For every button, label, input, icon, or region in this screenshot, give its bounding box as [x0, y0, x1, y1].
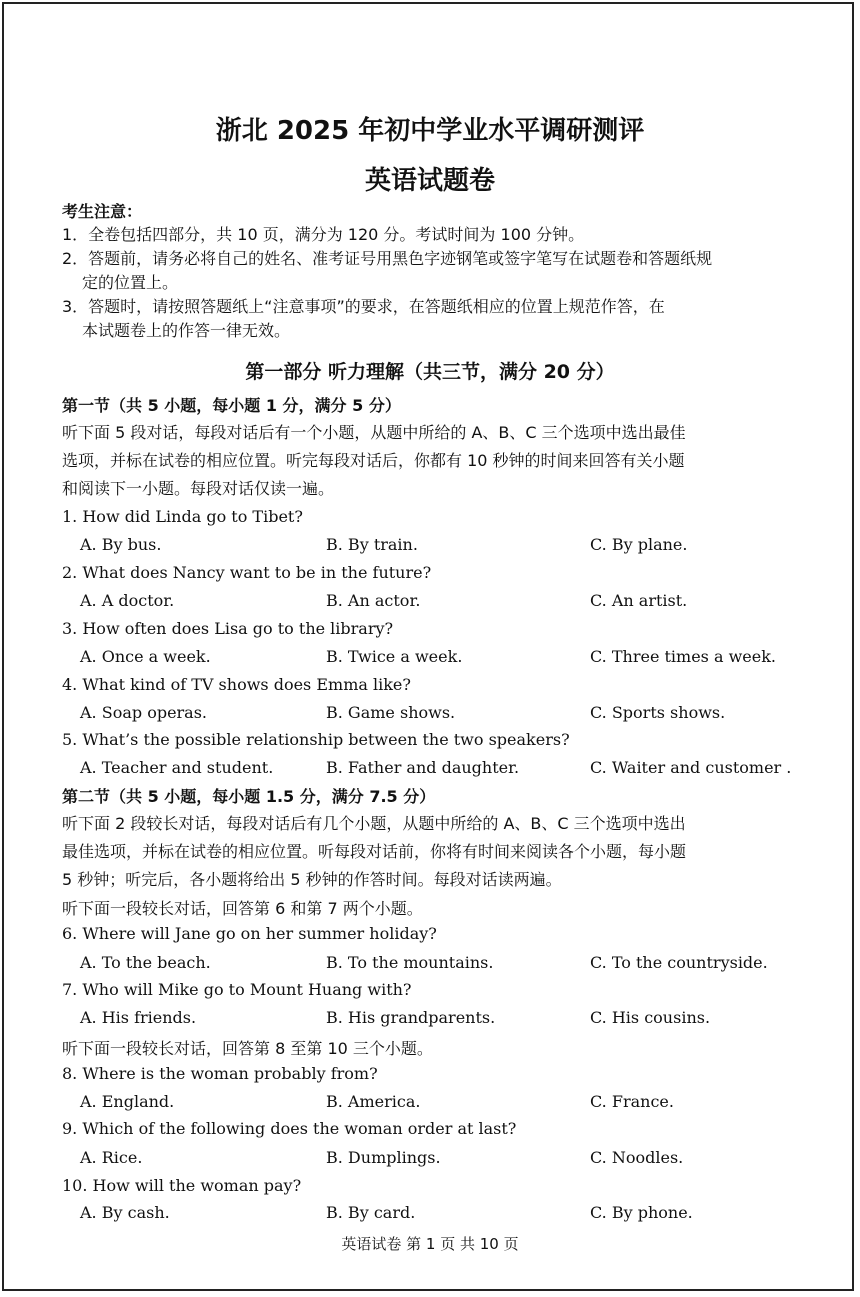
question-text: 9. Which of the following does the woman order at last? [62, 1119, 517, 1138]
option-c: C. By plane. [590, 535, 688, 554]
option-a: A. Rice. [80, 1148, 143, 1167]
option-c: C. To the countryside. [590, 953, 768, 972]
option-c: C. Noodles. [590, 1148, 684, 1167]
option-a: A. A doctor. [80, 591, 175, 610]
dialog-intro: 听下面一段较长对话，回答第 8 至第 10 三个小题。 [62, 1039, 433, 1058]
section-instruction: 和阅读下一小题。每段对话仅读一遍。 [62, 479, 335, 498]
option-a: A. His friends. [80, 1008, 197, 1027]
option-a: A. By bus. [80, 535, 162, 554]
option-c: C. An artist. [590, 591, 688, 610]
option-b: B. Game shows. [326, 703, 456, 722]
option-c: C. Sports shows. [590, 703, 726, 722]
section-instruction: 选项，并标在试卷的相应位置。听完每段对话后，你都有 10 秒钟的时间来回答有关小题 [62, 451, 685, 470]
question-text: 8. Where is the woman probably from? [62, 1064, 378, 1083]
option-b: B. To the mountains. [326, 953, 494, 972]
option-b: B. By card. [326, 1203, 416, 1222]
question-text: 5. What’s the possible relationship between the two speakers? [62, 730, 570, 749]
question-text: 2. What does Nancy want to be in the future? [62, 563, 432, 582]
section-instruction: 最佳选项，并标在试卷的相应位置。听每段对话前，你将有时间来阅读各个小题，每小题 [62, 842, 687, 861]
section-instruction: 听下面 5 段对话，每段对话后有一个小题，从题中所给的 A、B、C 三个选项中选出最佳 [62, 423, 686, 442]
page-footer: 英语试卷 第 1 页 共 10 页 [341, 1235, 519, 1253]
question-text: 6. Where will Jane go on her summer holiday? [62, 924, 437, 943]
notice-item: 2．答题前，请务必将自己的姓名、准考证号用黑色字迹钢笔或签字笔写在试题卷和答题纸规 [62, 249, 713, 268]
option-b: B. His grandparents. [326, 1008, 496, 1027]
option-a: A. England. [80, 1092, 175, 1111]
exam-title: 浙北 2025 年初中学业水平调研测评 [215, 116, 645, 146]
notice-item: 定的位置上。 [82, 273, 179, 292]
notice-item: 本试题卷上的作答一律无效。 [82, 321, 291, 340]
option-b: B. Twice a week. [326, 647, 463, 666]
option-a: A. By cash. [80, 1203, 170, 1222]
notice-heading: 考生注意： [62, 202, 143, 221]
option-b: B. America. [326, 1092, 421, 1111]
section-instruction: 5 秒钟；听完后，各小题将给出 5 秒钟的作答时间。每段对话读两遍。 [62, 870, 562, 889]
option-b: B. Father and daughter. [326, 758, 520, 777]
exam-subtitle: 英语试题卷 [364, 166, 495, 196]
notice-item: 3．答题时，请按照答题纸上“注意事项”的要求，在答题纸相应的位置上规范作答，在 [62, 297, 665, 316]
question-text: 1. How did Linda go to Tibet? [62, 507, 303, 526]
option-c: C. France. [590, 1092, 674, 1111]
option-c: C. Waiter and customer . [590, 758, 792, 777]
dialog-intro: 听下面一段较长对话，回答第 6 和第 7 两个小题。 [62, 899, 423, 918]
question-text: 3. How often does Lisa go to the library? [62, 619, 394, 638]
option-b: B. By train. [326, 535, 418, 554]
section-heading: 第一节（共 5 小题，每小题 1 分，满分 5 分） [62, 396, 401, 415]
option-c: C. By phone. [590, 1203, 693, 1222]
option-a: A. Once a week. [80, 647, 211, 666]
part-title: 第一部分 听力理解（共三节，满分 20 分） [245, 361, 615, 383]
option-a: A. Soap operas. [80, 703, 208, 722]
question-text: 4. What kind of TV shows does Emma like? [62, 675, 411, 694]
question-text: 10. How will the woman pay? [62, 1176, 302, 1195]
section-instruction: 听下面 2 段较长对话，每段对话后有几个小题，从题中所给的 A、B、C 三个选项中选出 [62, 814, 686, 833]
question-text: 7. Who will Mike go to Mount Huang with? [62, 980, 412, 999]
option-a: A. To the beach. [80, 953, 211, 972]
option-c: C. Three times a week. [590, 647, 777, 666]
option-b: B. Dumplings. [326, 1148, 441, 1167]
section-heading: 第二节（共 5 小题，每小题 1.5 分，满分 7.5 分） [62, 787, 436, 806]
option-a: A. Teacher and student. [80, 758, 274, 777]
notice-item: 1．全卷包括四部分，共 10 页，满分为 120 分。考试时间为 100 分钟。 [62, 225, 585, 244]
option-b: B. An actor. [326, 591, 421, 610]
option-c: C. His cousins. [590, 1008, 711, 1027]
